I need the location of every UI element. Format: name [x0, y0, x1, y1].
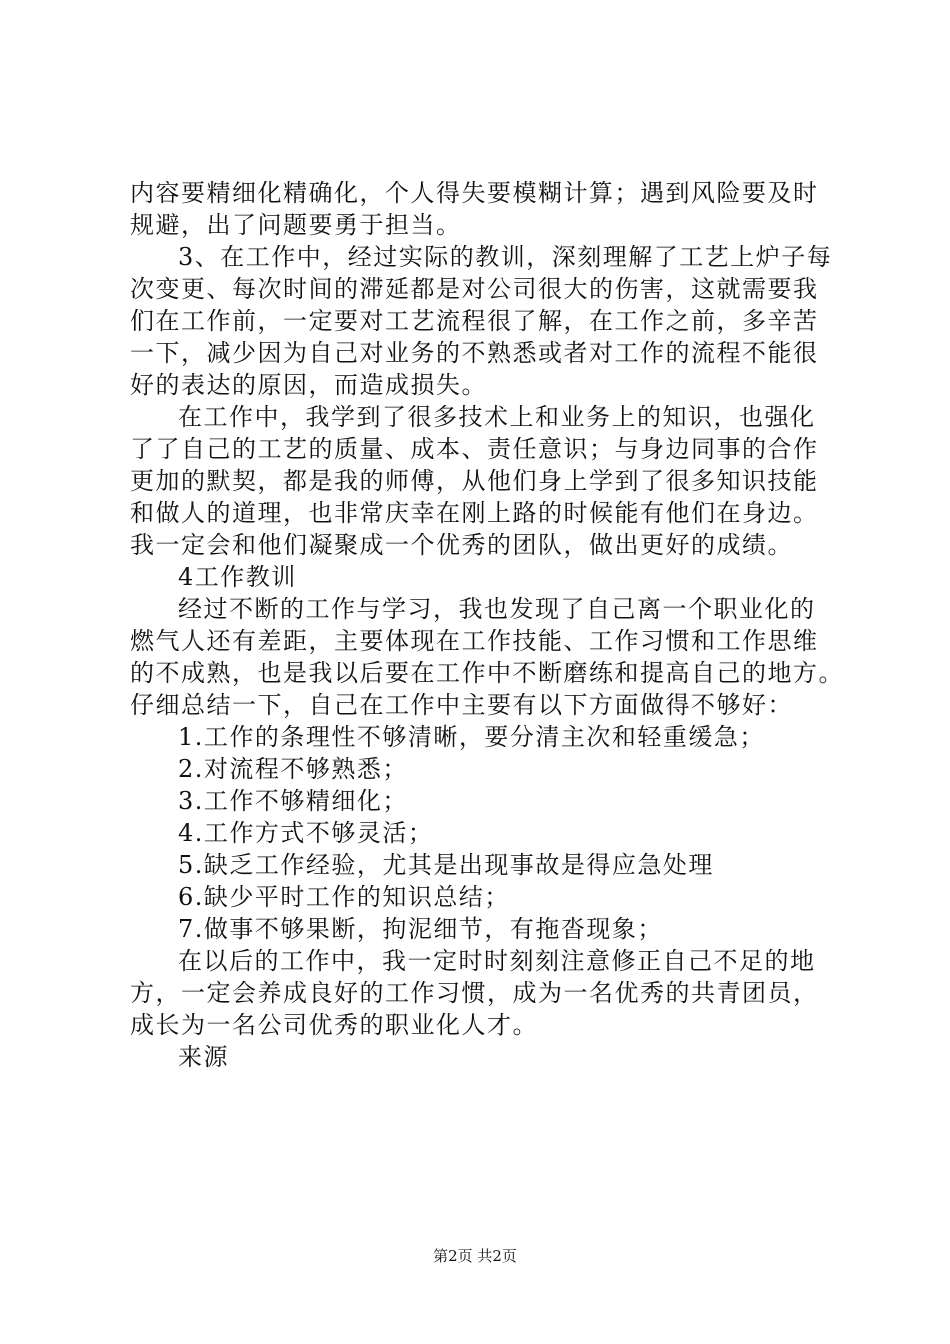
text-line: 经过不断的工作与学习，我也发现了自己离一个职业化的: [178, 595, 816, 623]
list-item: 7.做事不够果断，拘泥细节，有拖沓现象；: [178, 915, 663, 943]
text-line: 仔细总结一下，自己在工作中主要有以下方面做得不够好：: [130, 691, 793, 719]
text-line: 3、在工作中，经过实际的教训，深刻理解了工艺上炉子每: [178, 243, 833, 271]
list-item: 4.工作方式不够灵活；: [178, 819, 434, 847]
text-line: 在工作中，我学到了很多技术上和业务上的知识，也强化: [178, 403, 816, 431]
text-line: 好的表达的原因，而造成损失。: [130, 371, 487, 399]
page-footer: 第2页 共2页: [433, 1247, 517, 1265]
text-line: 方，一定会养成良好的工作习惯，成为一名优秀的共青团员，: [130, 979, 819, 1007]
text-line: 更加的默契，都是我的师傅，从他们身上学到了很多知识技能: [130, 467, 819, 495]
text-line: 燃气人还有差距，主要体现在工作技能、工作习惯和工作思维: [130, 627, 819, 655]
text-line: 和做人的道理，也非常庆幸在刚上路的时候能有他们在身边。: [130, 499, 819, 527]
source-label: 来源: [178, 1043, 229, 1071]
list-item: 5.缺乏工作经验，尤其是出现事故是得应急处理: [178, 851, 714, 879]
text-line: 的不成熟，也是我以后要在工作中不断磨练和提高自己的地方。: [130, 659, 844, 687]
text-line: 在以后的工作中，我一定时时刻刻注意修正自己不足的地: [178, 947, 816, 975]
section-heading: 4工作教训: [178, 563, 297, 591]
text-line: 我一定会和他们凝聚成一个优秀的团队，做出更好的成绩。: [130, 531, 793, 559]
list-item: 3.工作不够精细化；: [178, 787, 408, 815]
text-line: 成长为一名公司优秀的职业化人才。: [130, 1011, 538, 1039]
list-item: 2.对流程不够熟悉；: [178, 755, 408, 783]
text-line: 了了自己的工艺的质量、成本、责任意识；与身边同事的合作: [130, 435, 819, 463]
list-item: 1.工作的条理性不够清晰，要分清主次和轻重缓急；: [178, 723, 765, 751]
text-line: 们在工作前，一定要对工艺流程很了解，在工作之前，多辛苦: [130, 307, 819, 335]
text-line: 一下，减少因为自己对业务的不熟悉或者对工作的流程不能很: [130, 339, 819, 367]
text-line: 内容要精细化精确化，个人得失要模糊计算；遇到风险要及时: [130, 179, 819, 207]
list-item: 6.缺少平时工作的知识总结；: [178, 883, 510, 911]
text-line: 规避，出了问题要勇于担当。: [130, 211, 462, 239]
text-line: 次变更、每次时间的滞延都是对公司很大的伤害，这就需要我: [130, 275, 819, 303]
document-body: [130, 177, 844, 1073]
